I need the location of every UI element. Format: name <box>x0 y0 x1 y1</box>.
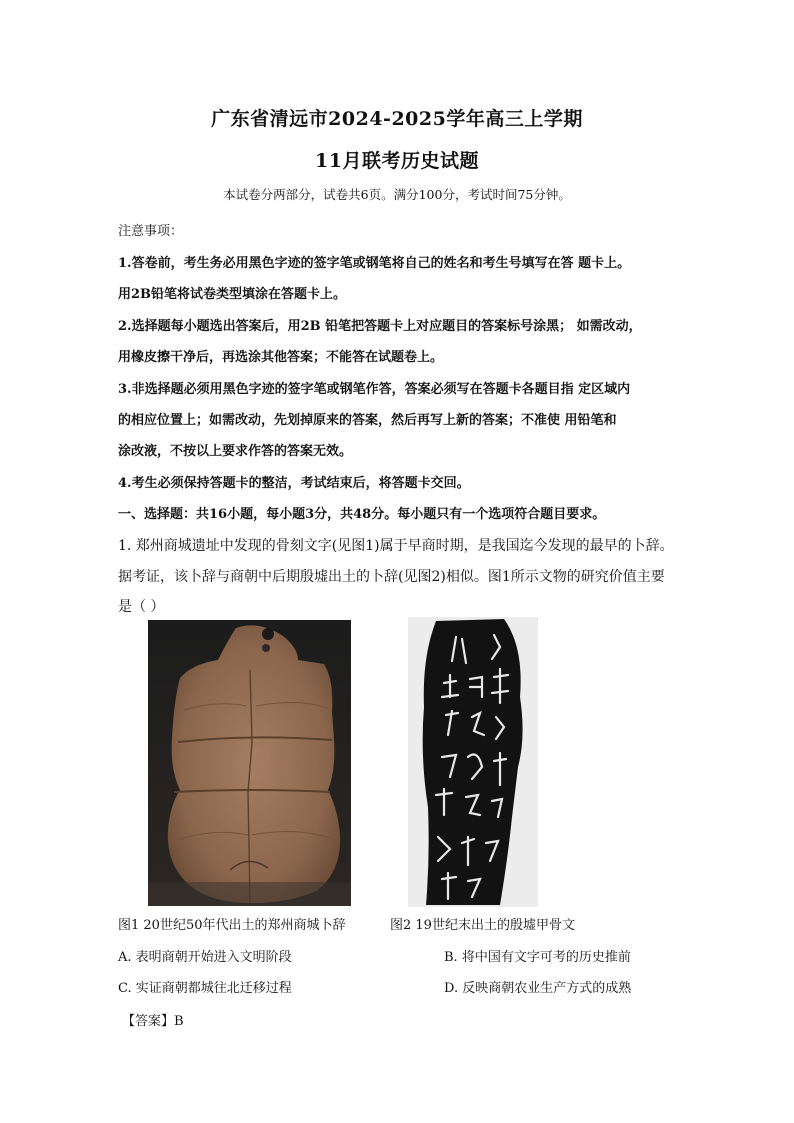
figure2-caption: 图2 19世纪末出土的殷墟甲骨文 <box>390 918 575 933</box>
note-line: 的相应位置上；如需改动，先划掉原来的答案，然后再写上新的答案；不准使 用铅笔和 <box>118 413 617 428</box>
note-line: 用橡皮擦干净后，再选涂其他答案；不能答在试题卷上。 <box>118 350 444 365</box>
exam-title-line2: 11月联考历史试题 <box>315 150 479 172</box>
note-line: 4.考生必须保持答题卡的整洁，考试结束后，将答题卡交回。 <box>118 476 470 491</box>
option-c: C. 实证商朝都城往北迁移过程 <box>118 981 292 996</box>
notes-heading: 注意事项： <box>118 224 184 239</box>
note-line: 用2B铅笔将试卷类型填涂在答题卡上。 <box>118 287 347 302</box>
note-line: 3.非选择题必须用黑色字迹的签字笔或钢笔作答，答案必须写在答题卡各题目指 定区域内 <box>118 382 631 397</box>
question-text: 1. 郑州商城遗址中发现的骨刻文字(见图1)属于早商时期，是我国迄今发现的最早的卜辞。 <box>118 538 674 554</box>
figure2-image <box>408 617 538 907</box>
option-b: B. 将中国有文字可考的历史推前 <box>444 950 631 965</box>
option-a: A. 表明商朝开始进入文明阶段 <box>118 950 292 965</box>
note-line: 涂改液，不按以上要求作答的答案无效。 <box>118 444 353 459</box>
question-text: 据考证，该卜辞与商朝中后期殷墟出土的卜辞(见图2)相似。图1所示文物的研究价值主要 <box>118 569 665 585</box>
section-title: 一、选择题：共16小题，每小题3分，共48分。每小题只有一个选项符合题目要求。 <box>118 507 606 522</box>
figure1-image <box>148 620 351 906</box>
note-line: 2.选择题每小题选出答案后，用2B 铅笔把答题卡上对应题目的答案标号涂黑； 如需改动， <box>118 319 642 334</box>
note-line: 1.答卷前，考生务必用黑色字迹的签字笔或钢笔将自己的姓名和考生号填写在答 题卡上。 <box>118 256 631 271</box>
question-text: 是（ ） <box>118 599 165 615</box>
exam-title-line1: 广东省清远市2024-2025学年高三上学期 <box>211 108 583 130</box>
answer: 【答案】B <box>122 1014 184 1029</box>
figure1-caption: 图1 20世纪50年代出土的郑州商城卜辞 <box>118 918 346 933</box>
exam-meta: 本试卷分两部分，试卷共6页。满分100分，考试时间75分钟。 <box>223 187 571 202</box>
option-d: D. 反映商朝农业生产方式的成熟 <box>444 981 632 996</box>
